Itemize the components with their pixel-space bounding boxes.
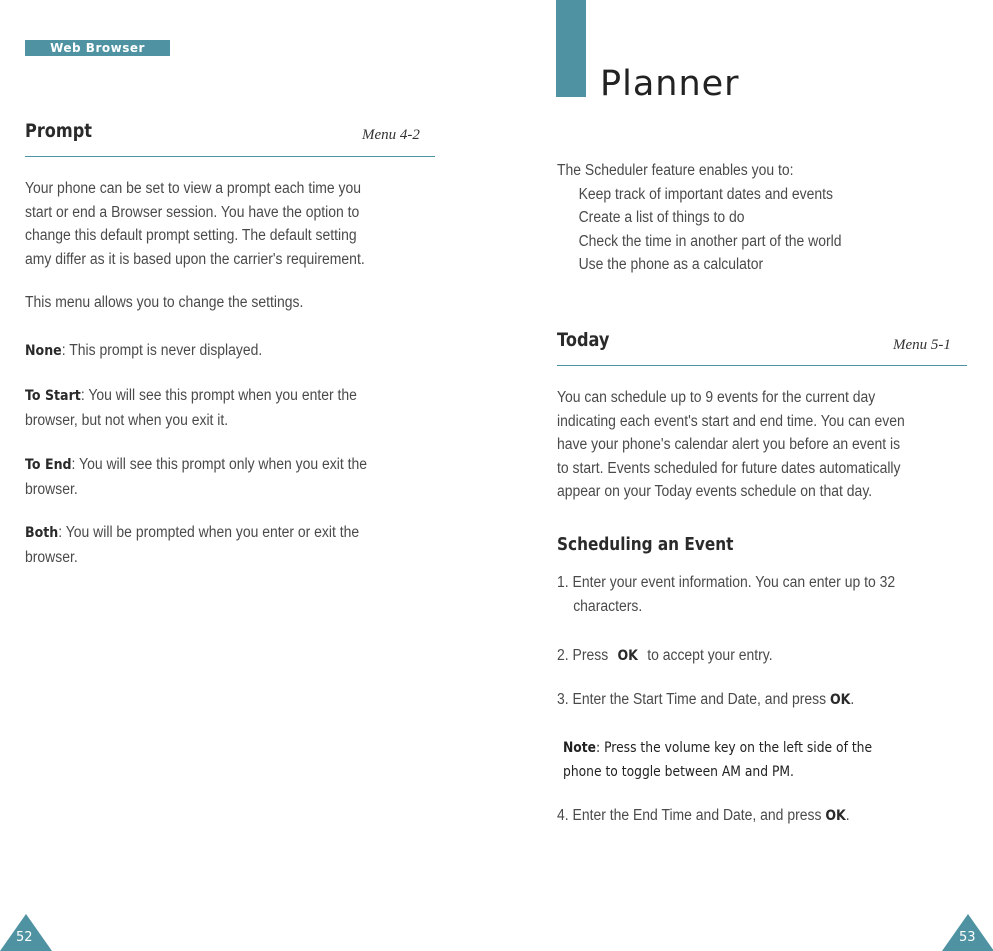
- option-term: To End: [25, 457, 72, 473]
- text-line: have your phone's calendar alert you before an event is: [557, 436, 901, 453]
- text-line: appear on your Today events schedule on that day.: [557, 483, 873, 500]
- feature-item: Keep track of important dates and events: [578, 185, 833, 203]
- text-line: start or end a Browser session. You have the option to: [25, 203, 360, 221]
- step-1: [557, 571, 971, 618]
- chapter-title: Planner: [600, 64, 740, 104]
- page-number-left: 52: [16, 930, 33, 945]
- step-4: [557, 804, 971, 829]
- option-both: [25, 521, 439, 569]
- today-text: [557, 386, 971, 504]
- step-text: 4. Enter the End Time and Date, and press: [557, 807, 826, 824]
- option-term: To Start: [25, 388, 81, 404]
- ok-key-label: OK: [617, 648, 638, 664]
- menu-ref-prompt: Menu 4-2: [362, 127, 420, 143]
- step-text: .: [850, 691, 855, 708]
- step-text: to accept your entry.: [647, 647, 773, 664]
- step-text: 3. Enter the Start Time and Date, and press: [557, 691, 830, 708]
- ok-key-label: OK: [829, 692, 851, 708]
- text-line: to start. Events scheduled for future dates automatically: [557, 459, 901, 477]
- feature-item: Use the phone as a calculator: [578, 256, 764, 273]
- ok-key-label: OK: [825, 808, 846, 824]
- page-number-right: 53: [959, 930, 976, 945]
- option-desc: browser.: [25, 548, 78, 566]
- option-to-start: [25, 384, 439, 432]
- text-line: amy differ as it is based upon the carrier's requirement.: [25, 250, 365, 268]
- option-desc: browser.: [25, 480, 78, 498]
- text-line: characters.: [573, 597, 643, 615]
- menu-ref-today: Menu 5-1: [893, 337, 951, 353]
- feature-item: Create a list of things to do: [578, 209, 745, 226]
- option-to-end: [25, 453, 439, 501]
- step-text: 2. Press: [557, 647, 613, 664]
- scheduler-intro: [557, 159, 971, 277]
- note-block: [563, 736, 968, 784]
- section-rule: [557, 365, 967, 366]
- text-line: 1. Enter your event information. You can enter up to 32: [557, 574, 896, 591]
- note-text: : Press the volume key on the left side of the: [596, 740, 873, 756]
- option-desc: browser, but not when you exit it.: [25, 411, 229, 429]
- text-line: indicating each event's start and end time. You can even: [557, 412, 905, 430]
- option-none: [25, 339, 439, 364]
- section-title-prompt: Prompt: [25, 120, 93, 142]
- feature-item: Check the time in another part of the world: [578, 232, 842, 250]
- section-title-today: Today: [557, 329, 610, 351]
- prompt-intro: [25, 177, 439, 271]
- text-line: Your phone can be set to view a prompt each time you: [25, 180, 362, 197]
- section-rule: [25, 156, 435, 157]
- option-desc: : You will see this prompt when you enter the: [80, 387, 357, 404]
- option-term: Both: [25, 525, 59, 541]
- option-desc: : You will see this prompt only when you exit the: [71, 456, 368, 473]
- option-desc: : This prompt is never displayed.: [61, 342, 263, 359]
- option-term: None: [25, 343, 62, 359]
- note-text: phone to toggle between AM and PM.: [563, 764, 794, 780]
- chapter-bar: [556, 0, 586, 97]
- step-2: [557, 644, 971, 669]
- subsection-title: Scheduling an Event: [557, 534, 734, 555]
- header-tab: Web Browser: [25, 40, 170, 56]
- step-3: [557, 688, 971, 713]
- note-label: Note: [563, 740, 597, 756]
- step-text: .: [845, 807, 850, 824]
- text-line: The Scheduler feature enables you to:: [557, 162, 794, 179]
- text-line: You can schedule up to 9 events for the current day: [557, 389, 876, 406]
- allows-text: This menu allows you to change the settings.: [25, 294, 304, 311]
- option-desc: : You will be prompted when you enter or exit the: [58, 524, 360, 541]
- text-line: change this default prompt setting. The default setting: [25, 227, 357, 244]
